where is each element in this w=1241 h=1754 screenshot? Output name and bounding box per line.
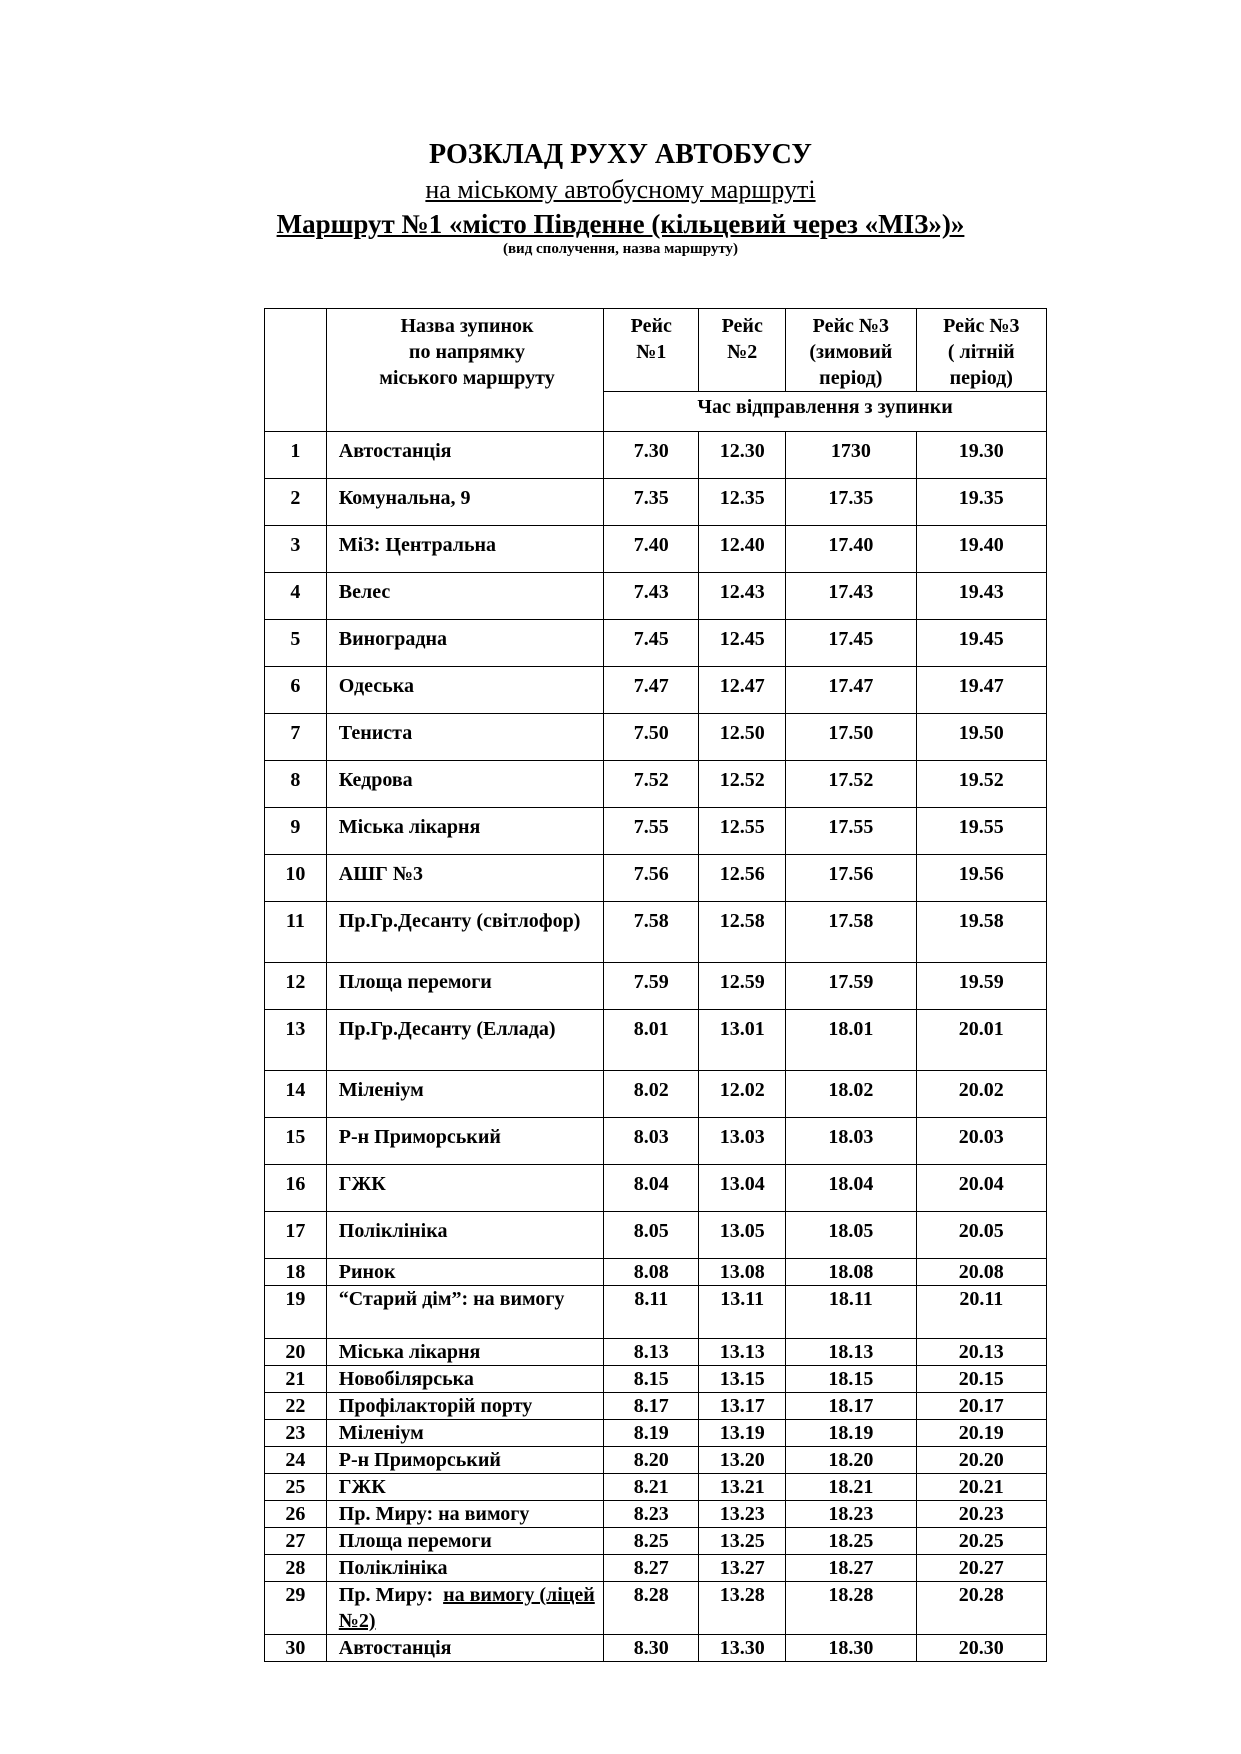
stop-number: 22 (265, 1393, 327, 1420)
trip-1-time: 8.04 (604, 1165, 699, 1212)
stop-name: Пр. Миру: на вимогу (326, 1501, 603, 1528)
table-row (265, 761, 1047, 808)
trip-2-time: 13.20 (699, 1447, 786, 1474)
trip-3-winter-time: 17.45 (786, 620, 916, 667)
trip-3-summer-time: 19.35 (916, 479, 1046, 526)
trip-2-time: 12.02 (699, 1071, 786, 1118)
document-subtitle (0, 174, 1241, 206)
stop-number: 23 (265, 1420, 327, 1447)
stop-name: “Старий дім”: на вимогу (326, 1286, 603, 1339)
stop-number: 18 (265, 1259, 327, 1286)
header-trip-3-summer (916, 309, 1046, 392)
table-row (265, 1286, 1047, 1339)
trip-3-summer-time: 20.23 (916, 1501, 1046, 1528)
table-row (265, 1420, 1047, 1447)
stop-name: Новобілярська (326, 1366, 603, 1393)
table-row (265, 1118, 1047, 1165)
stop-number: 12 (265, 963, 327, 1010)
trip-2-time: 12.45 (699, 620, 786, 667)
stop-number: 8 (265, 761, 327, 808)
stop-name: Міська лікарня (326, 1339, 603, 1366)
table-row (265, 1555, 1047, 1582)
schedule-table (264, 308, 1047, 1662)
trip-1-time: 8.01 (604, 1010, 699, 1071)
table-row (265, 1528, 1047, 1555)
trip-3-summer-time: 19.47 (916, 667, 1046, 714)
header-trip-3s-line3: період) (949, 367, 1013, 389)
stop-number: 15 (265, 1118, 327, 1165)
table-row (265, 808, 1047, 855)
trip-2-time: 12.56 (699, 855, 786, 902)
trip-1-time: 7.52 (604, 761, 699, 808)
stop-name: Р-н Приморський (326, 1118, 603, 1165)
header-trip-2-line1: Рейс (721, 315, 763, 337)
table-row (265, 1010, 1047, 1071)
trip-3-summer-time: 20.15 (916, 1366, 1046, 1393)
stop-name: Пр.Гр.Десанту (світлофор) (326, 902, 603, 963)
table-row (265, 855, 1047, 902)
trip-3-winter-time: 17.43 (786, 573, 916, 620)
stop-number: 6 (265, 667, 327, 714)
table-row (265, 1635, 1047, 1662)
table-row (265, 573, 1047, 620)
trip-3-winter-time: 18.23 (786, 1501, 916, 1528)
trip-2-time: 13.08 (699, 1259, 786, 1286)
trip-3-summer-time: 20.28 (916, 1582, 1046, 1635)
trip-2-time: 13.30 (699, 1635, 786, 1662)
trip-1-time: 8.30 (604, 1635, 699, 1662)
trip-1-time: 8.19 (604, 1420, 699, 1447)
stop-name: Р-н Приморський (326, 1447, 603, 1474)
stop-name: АШГ №3 (326, 855, 603, 902)
table-row (265, 479, 1047, 526)
trip-1-time: 7.50 (604, 714, 699, 761)
stop-number: 4 (265, 573, 327, 620)
stop-number: 10 (265, 855, 327, 902)
header-departure-time: Час відправлення з зупинки (604, 392, 1047, 432)
stop-number: 14 (265, 1071, 327, 1118)
header-trip-2-line2: №2 (727, 341, 758, 363)
table-row (265, 620, 1047, 667)
stop-name-prefix: Пр. Миру: (338, 1584, 444, 1606)
header-trip-3s-line1: Рейс №3 (943, 315, 1020, 337)
route-name (0, 207, 1241, 241)
trip-1-time: 8.11 (604, 1286, 699, 1339)
table-row (265, 1339, 1047, 1366)
header-trip-1 (604, 309, 699, 392)
route-note: (вид сполучення, назва маршруту) (502, 241, 739, 257)
stop-name: Міленіум (326, 1071, 603, 1118)
trip-2-time: 12.35 (699, 479, 786, 526)
stop-number: 26 (265, 1501, 327, 1528)
trip-1-time: 7.58 (604, 902, 699, 963)
stop-name: Автостанція (326, 432, 603, 479)
trip-3-summer-time: 20.21 (916, 1474, 1046, 1501)
trip-3-summer-time: 20.05 (916, 1212, 1046, 1259)
header-stop-name (326, 309, 603, 432)
stop-name: Площа перемоги (326, 1528, 603, 1555)
trip-3-summer-time: 20.11 (916, 1286, 1046, 1339)
trip-3-winter-time: 17.40 (786, 526, 916, 573)
trip-2-time: 13.04 (699, 1165, 786, 1212)
stop-name: Профілакторій порту (326, 1393, 603, 1420)
trip-3-winter-time: 17.47 (786, 667, 916, 714)
stop-name: Велес (326, 573, 603, 620)
stop-number: 17 (265, 1212, 327, 1259)
trip-1-time: 8.23 (604, 1501, 699, 1528)
table-row (265, 963, 1047, 1010)
table-row (265, 1447, 1047, 1474)
trip-2-time: 13.27 (699, 1555, 786, 1582)
trip-1-time: 8.13 (604, 1339, 699, 1366)
header-trip-3s-line2: ( літній (947, 341, 1015, 363)
stop-number: 7 (265, 714, 327, 761)
trip-1-time: 8.08 (604, 1259, 699, 1286)
trip-3-summer-time: 20.03 (916, 1118, 1046, 1165)
trip-3-summer-time: 19.59 (916, 963, 1046, 1010)
trip-3-winter-time: 18.25 (786, 1528, 916, 1555)
stop-number: 16 (265, 1165, 327, 1212)
table-row (265, 432, 1047, 479)
trip-3-summer-time: 20.27 (916, 1555, 1046, 1582)
trip-3-winter-time: 17.35 (786, 479, 916, 526)
trip-2-time: 12.55 (699, 808, 786, 855)
subtitle-text: на міському автобусному маршруті (425, 175, 816, 204)
header-trip-3-winter (786, 309, 916, 392)
trip-1-time: 8.02 (604, 1071, 699, 1118)
trip-3-winter-time: 17.59 (786, 963, 916, 1010)
trip-3-winter-time: 18.05 (786, 1212, 916, 1259)
trip-3-summer-time: 19.56 (916, 855, 1046, 902)
trip-1-time: 8.21 (604, 1474, 699, 1501)
trip-3-summer-time: 20.02 (916, 1071, 1046, 1118)
stop-name: Площа перемоги (326, 963, 603, 1010)
stop-number: 24 (265, 1447, 327, 1474)
trip-3-winter-time: 18.13 (786, 1339, 916, 1366)
trip-3-summer-time: 19.45 (916, 620, 1046, 667)
stop-name: Комунальна, 9 (326, 479, 603, 526)
trip-2-time: 13.21 (699, 1474, 786, 1501)
trip-3-winter-time: 18.11 (786, 1286, 916, 1339)
stop-name: Виноградна (326, 620, 603, 667)
header-trip-1-line2: №1 (636, 341, 667, 363)
trip-1-time: 7.55 (604, 808, 699, 855)
table-row (265, 1212, 1047, 1259)
stop-number: 9 (265, 808, 327, 855)
trip-3-summer-time: 19.40 (916, 526, 1046, 573)
stop-name: Одеська (326, 667, 603, 714)
trip-3-winter-time: 18.27 (786, 1555, 916, 1582)
trip-2-time: 13.17 (699, 1393, 786, 1420)
trip-3-summer-time: 19.43 (916, 573, 1046, 620)
trip-1-time: 7.40 (604, 526, 699, 573)
route-name-text: Маршрут №1 «місто Південне (кільцевий через «МІЗ»)» (276, 209, 965, 239)
stop-number: 29 (265, 1582, 327, 1635)
trip-1-time: 8.15 (604, 1366, 699, 1393)
trip-2-time: 13.13 (699, 1339, 786, 1366)
trip-3-winter-time: 17.50 (786, 714, 916, 761)
header-trip-3w-line1: Рейс №3 (812, 315, 889, 337)
stop-name: Міленіум (326, 1420, 603, 1447)
stop-number: 5 (265, 620, 327, 667)
stop-number: 1 (265, 432, 327, 479)
trip-3-winter-time: 18.19 (786, 1420, 916, 1447)
header-trip-2 (699, 309, 786, 392)
stop-name: ГЖК (326, 1165, 603, 1212)
trip-3-winter-time: 1730 (786, 432, 916, 479)
trip-3-summer-time: 19.30 (916, 432, 1046, 479)
stop-name-underlined: на вимогу (ліцей №2) (338, 1584, 595, 1632)
header-trip-3w-line3: період) (819, 367, 883, 389)
stop-name: Ринок (326, 1259, 603, 1286)
trip-1-time: 8.27 (604, 1555, 699, 1582)
trip-3-summer-time: 19.50 (916, 714, 1046, 761)
stop-number: 30 (265, 1635, 327, 1662)
table-row (265, 1474, 1047, 1501)
stop-name: ГЖК (326, 1474, 603, 1501)
trip-3-winter-time: 18.30 (786, 1635, 916, 1662)
trip-1-time: 7.30 (604, 432, 699, 479)
trip-1-time: 7.59 (604, 963, 699, 1010)
table-row (265, 1366, 1047, 1393)
trip-3-summer-time: 19.58 (916, 902, 1046, 963)
table-row (265, 714, 1047, 761)
trip-1-time: 8.25 (604, 1528, 699, 1555)
trip-3-summer-time: 20.25 (916, 1528, 1046, 1555)
trip-3-winter-time: 17.55 (786, 808, 916, 855)
stop-name: Пр.Гр.Десанту (Еллада) (326, 1010, 603, 1071)
trip-3-winter-time: 17.56 (786, 855, 916, 902)
trip-1-time: 8.20 (604, 1447, 699, 1474)
stop-number: 28 (265, 1555, 327, 1582)
trip-3-summer-time: 20.08 (916, 1259, 1046, 1286)
trip-2-time: 13.23 (699, 1501, 786, 1528)
trip-3-summer-time: 19.52 (916, 761, 1046, 808)
header-trip-1-line1: Рейс (630, 315, 672, 337)
stop-number: 3 (265, 526, 327, 573)
trip-2-time: 13.25 (699, 1528, 786, 1555)
table-row (265, 1071, 1047, 1118)
trip-3-winter-time: 18.17 (786, 1393, 916, 1420)
trip-3-winter-time: 18.02 (786, 1071, 916, 1118)
trip-2-time: 12.59 (699, 963, 786, 1010)
stop-name: Автостанція (326, 1635, 603, 1662)
trip-3-winter-time: 18.03 (786, 1118, 916, 1165)
stop-number: 19 (265, 1286, 327, 1339)
trip-2-time: 13.15 (699, 1366, 786, 1393)
stop-number: 25 (265, 1474, 327, 1501)
stop-name: Поліклініка (326, 1555, 603, 1582)
trip-3-winter-time: 17.52 (786, 761, 916, 808)
trip-1-time: 7.43 (604, 573, 699, 620)
stop-name: Кедрова (326, 761, 603, 808)
table-row (265, 1393, 1047, 1420)
trip-3-winter-time: 18.20 (786, 1447, 916, 1474)
trip-1-time: 7.35 (604, 479, 699, 526)
trip-1-time: 8.05 (604, 1212, 699, 1259)
stop-number: 27 (265, 1528, 327, 1555)
trip-2-time: 13.28 (699, 1582, 786, 1635)
trip-3-winter-time: 18.28 (786, 1582, 916, 1635)
trip-2-time: 12.58 (699, 902, 786, 963)
trip-3-summer-time: 20.13 (916, 1339, 1046, 1366)
trip-2-time: 12.30 (699, 432, 786, 479)
header-stop-line2: по напрямку (408, 341, 526, 363)
stop-number: 13 (265, 1010, 327, 1071)
stop-name: Поліклініка (326, 1212, 603, 1259)
trip-3-summer-time: 20.04 (916, 1165, 1046, 1212)
table-row (265, 1582, 1047, 1635)
trip-2-time: 13.03 (699, 1118, 786, 1165)
trip-1-time: 7.56 (604, 855, 699, 902)
trip-3-summer-time: 20.30 (916, 1635, 1046, 1662)
stop-name: МіЗ: Центральна (326, 526, 603, 573)
document-title: РОЗКЛАД РУХУ АВТОБУСУ (429, 139, 812, 170)
trip-3-winter-time: 18.01 (786, 1010, 916, 1071)
table-row (265, 1165, 1047, 1212)
trip-3-winter-time: 17.58 (786, 902, 916, 963)
header-trip-3w-line2: (зимовий (809, 341, 893, 363)
trip-2-time: 12.40 (699, 526, 786, 573)
trip-2-time: 12.47 (699, 667, 786, 714)
table-row (265, 667, 1047, 714)
header-stop-line3: міського маршруту (379, 367, 555, 389)
trip-2-time: 12.50 (699, 714, 786, 761)
trip-3-summer-time: 20.20 (916, 1447, 1046, 1474)
stop-number: 2 (265, 479, 327, 526)
trip-2-time: 13.19 (699, 1420, 786, 1447)
stop-name (326, 1582, 603, 1635)
trip-1-time: 8.03 (604, 1118, 699, 1165)
trip-2-time: 13.01 (699, 1010, 786, 1071)
trip-2-time: 12.52 (699, 761, 786, 808)
table-row (265, 902, 1047, 963)
trip-3-summer-time: 20.17 (916, 1393, 1046, 1420)
trip-2-time: 13.11 (699, 1286, 786, 1339)
stop-number: 11 (265, 902, 327, 963)
stop-name: Тениста (326, 714, 603, 761)
header-stop-line1: Назва зупинок (400, 315, 534, 337)
trip-1-time: 8.28 (604, 1582, 699, 1635)
table-row (265, 1501, 1047, 1528)
trip-1-time: 7.45 (604, 620, 699, 667)
trip-3-summer-time: 20.19 (916, 1420, 1046, 1447)
table-row (265, 1259, 1047, 1286)
trip-3-winter-time: 18.04 (786, 1165, 916, 1212)
trip-2-time: 12.43 (699, 573, 786, 620)
trip-2-time: 13.05 (699, 1212, 786, 1259)
header-number (265, 309, 327, 432)
trip-3-summer-time: 20.01 (916, 1010, 1046, 1071)
trip-3-winter-time: 18.15 (786, 1366, 916, 1393)
stop-number: 20 (265, 1339, 327, 1366)
trip-1-time: 8.17 (604, 1393, 699, 1420)
trip-1-time: 7.47 (604, 667, 699, 714)
stop-number: 21 (265, 1366, 327, 1393)
trip-3-winter-time: 18.08 (786, 1259, 916, 1286)
trip-3-summer-time: 19.55 (916, 808, 1046, 855)
stop-name: Міська лікарня (326, 808, 603, 855)
table-row (265, 526, 1047, 573)
trip-3-winter-time: 18.21 (786, 1474, 916, 1501)
